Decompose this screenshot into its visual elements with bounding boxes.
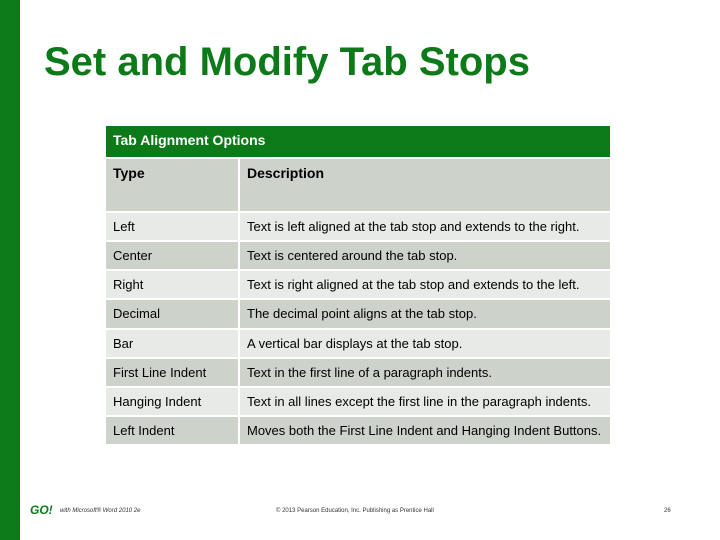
left-accent-bar (0, 0, 20, 540)
row-description: Text is right aligned at the tab stop and extends to the left. (239, 270, 611, 299)
row-description: A vertical bar displays at the tab stop. (239, 329, 611, 358)
table-row (105, 212, 611, 241)
tab-alignment-table (104, 124, 612, 446)
table-row (105, 241, 611, 270)
row-type: Left (105, 212, 239, 241)
row-description: Text is centered around the tab stop. (239, 241, 611, 270)
go-logo: GO! (30, 503, 53, 517)
row-description: Text is left aligned at the tab stop and extends to the right. (239, 212, 611, 241)
table-header-row (105, 158, 611, 212)
row-type: First Line Indent (105, 358, 239, 387)
row-type: Right (105, 270, 239, 299)
slide-title: Set and Modify Tab Stops (44, 40, 530, 84)
row-type: Hanging Indent (105, 387, 239, 416)
table-row (105, 416, 611, 445)
row-description: Moves both the First Line Indent and Hanging Indent Buttons. (239, 416, 611, 445)
page-number: 26 (664, 508, 671, 514)
table-row (105, 358, 611, 387)
column-header-description: Description (239, 158, 611, 212)
row-type: Bar (105, 329, 239, 358)
row-description: Text in all lines except the first line in the paragraph indents. (239, 387, 611, 416)
footer-series: with Microsoft® Word 2010 2e (60, 508, 141, 514)
footer-copyright: © 2013 Pearson Education, Inc. Publishing as Prentice Hall (276, 508, 434, 514)
table-row (105, 299, 611, 328)
row-description: Text in the first line of a paragraph indents. (239, 358, 611, 387)
table-row (105, 387, 611, 416)
column-header-type: Type (105, 158, 239, 212)
row-type: Decimal (105, 299, 239, 328)
table-row (105, 270, 611, 299)
table-caption: Tab Alignment Options (105, 125, 611, 158)
row-type: Center (105, 241, 239, 270)
row-description: The decimal point aligns at the tab stop. (239, 299, 611, 328)
table-caption-row (105, 125, 611, 158)
table-row (105, 329, 611, 358)
row-type: Left Indent (105, 416, 239, 445)
